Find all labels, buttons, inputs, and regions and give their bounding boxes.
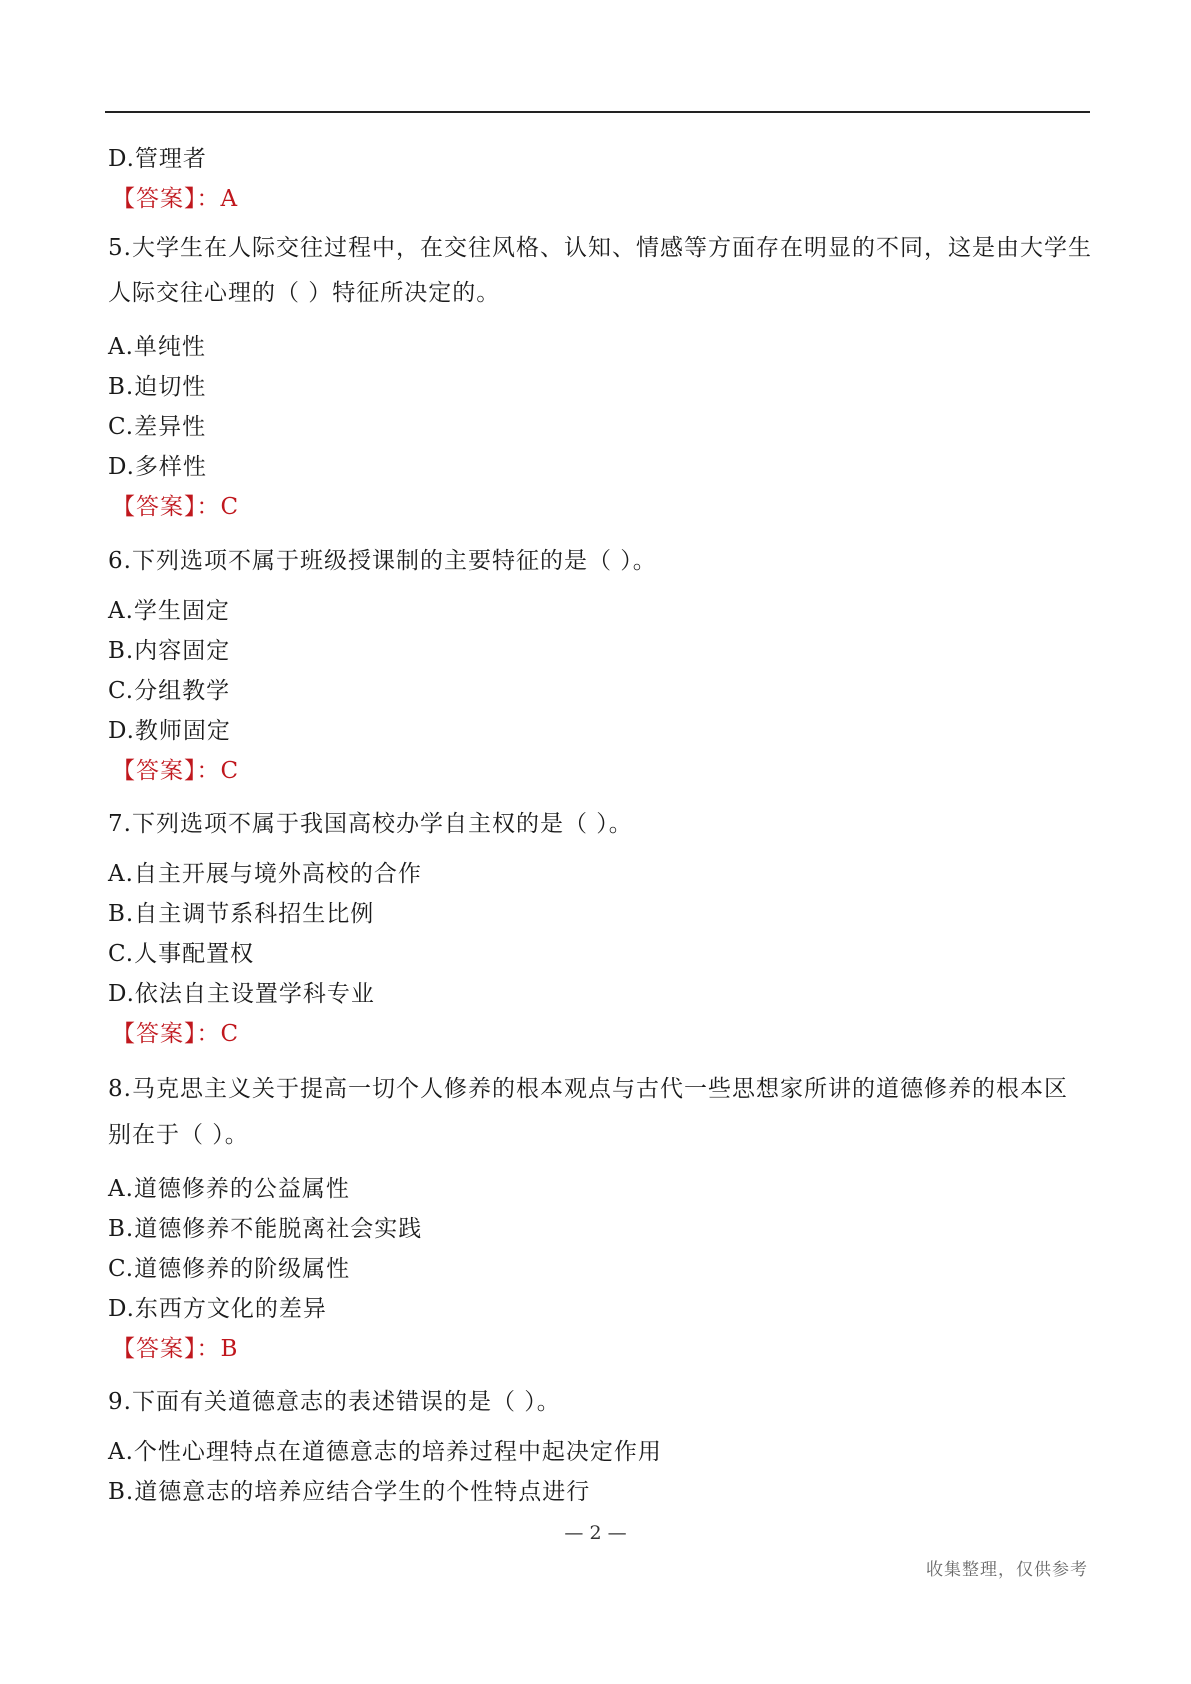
option-c: C.道德修养的阶级属性: [108, 1256, 351, 1282]
option-b: B.迫切性: [108, 374, 207, 400]
question-5-text: 5.大学生在人际交往过程中，在交往风格、认知、情感等方面存在明显的不同，这是由大学生: [108, 235, 1092, 261]
answer-line: 【答案】：B: [112, 1336, 239, 1362]
option-d: D.管理者: [108, 146, 207, 172]
option-b: B.内容固定: [108, 638, 231, 664]
question-8-text: 8.马克思主义关于提高一切个人修养的根本观点与古代一些思想家所讲的道德修养的根本区: [108, 1076, 1068, 1102]
question-9-text: 9.下面有关道德意志的表述错误的是（ ）。: [108, 1389, 561, 1415]
answer-line: 【答案】：A: [112, 186, 239, 212]
option-b: B.道德意志的培养应结合学生的个性特点进行: [108, 1479, 591, 1505]
option-a: A.自主开展与境外高校的合作: [108, 861, 422, 887]
header-rule: [105, 111, 1090, 113]
option-d: D.教师固定: [108, 718, 231, 744]
question-5-text-cont: 人际交往心理的（ ）特征所决定的。: [108, 280, 501, 306]
option-d: D.多样性: [108, 454, 207, 480]
option-a: A.道德修养的公益属性: [108, 1176, 350, 1202]
option-a: A.个性心理特点在道德意志的培养过程中起决定作用: [108, 1439, 662, 1465]
option-b: B.自主调节系科招生比例: [108, 901, 375, 927]
answer-line: 【答案】：C: [112, 758, 240, 784]
option-c: C.人事配置权: [108, 941, 255, 967]
answer-line: 【答案】：C: [112, 494, 240, 520]
option-b: B.道德修养不能脱离社会实践: [108, 1216, 423, 1242]
footer-note: 收集整理，仅供参考: [926, 1560, 1088, 1580]
option-d: D.东西方文化的差异: [108, 1296, 327, 1322]
question-8-text-cont: 别在于（ ）。: [108, 1122, 249, 1148]
option-d: D.依法自主设置学科专业: [108, 981, 375, 1007]
option-c: C.分组教学: [108, 678, 231, 704]
option-c: C.差异性: [108, 414, 207, 440]
question-6-text: 6.下列选项不属于班级授课制的主要特征的是（ ）。: [108, 548, 657, 574]
option-a: A.学生固定: [108, 598, 230, 624]
answer-line: 【答案】：C: [112, 1021, 240, 1047]
page-number: — 2 —: [564, 1522, 627, 1544]
option-a: A.单纯性: [108, 334, 206, 360]
question-7-text: 7.下列选项不属于我国高校办学自主权的是（ ）。: [108, 811, 633, 837]
